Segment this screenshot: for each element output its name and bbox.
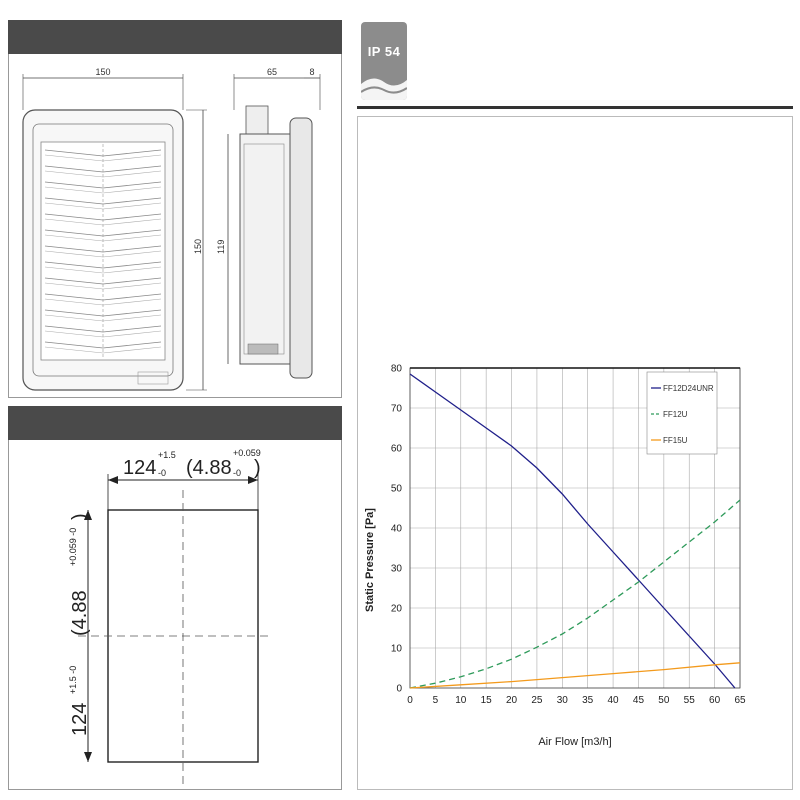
drawings-header-bar [8,20,342,54]
chart-legend [647,372,717,454]
y-tick-label: 30 [390,563,402,575]
cutout-width-main: 124 [123,457,157,479]
front-width-label: 150 [95,67,111,77]
cutout-width-inch-close: ) [254,457,261,479]
x-tick-label: 50 [658,695,670,706]
x-tick-label: 65 [734,695,746,706]
x-tick-label: 15 [480,695,492,706]
x-tick-label: 0 [407,695,413,706]
x-tick-label: 20 [505,695,518,706]
front-view [23,67,207,390]
legend-label: FF12D24UNR [663,384,714,393]
technical-drawings [8,54,342,398]
legend-label: FF12U [663,410,688,419]
side-height-label: 119 [216,239,226,254]
cutout-width-inch-tol-plus: +0.059 [233,448,261,458]
y-axis-label: Static Pressure [Pa] [364,508,376,612]
cutout-height-tol: +1.5 -0 [68,665,78,694]
cutout-width-inch-tol-minus: -0 [233,468,242,478]
y-tick-label: 0 [396,683,402,695]
x-tick-label: 40 [607,695,619,706]
x-tick-label: 10 [455,695,467,706]
header-rule [357,106,793,109]
legend-label: FF15U [663,436,688,445]
y-tick-label: 60 [390,443,402,455]
x-tick-label: 45 [632,695,645,706]
y-tick-label: 10 [390,643,402,655]
y-tick-label: 50 [390,483,402,495]
x-tick-label: 60 [709,695,721,706]
x-tick-label: 25 [531,695,543,706]
y-tick-label: 70 [390,403,402,415]
cutout-header-bar [8,406,342,440]
x-tick-label: 5 [432,695,439,706]
wave-icon [361,22,407,100]
y-tick-label: 80 [390,363,402,375]
series-line-ff15u [410,663,740,688]
cutout-height-inch: (4.88 [69,590,91,636]
ip-rating-badge [361,22,407,100]
cutout-height-main: 124 [69,702,91,736]
side-view [216,67,320,378]
ip-rating-label: IP 54 [367,44,401,59]
y-tick-label: 40 [390,523,402,535]
cutout-width-tol-minus: -0 [158,468,167,478]
x-tick-label: 30 [556,695,568,706]
cutout-width-tol-plus: +1.5 [158,450,176,460]
x-tick-label: 35 [582,695,594,706]
performance-chart [357,350,793,760]
cutout-height-inch-tol: +0.059 -0 [68,527,78,566]
cutout-width-inch: (4.88 [186,457,232,479]
side-depth-label: 65 [266,67,278,77]
front-height-label: 150 [193,238,203,254]
x-axis-label: Air Flow [m3/h] [538,736,612,748]
x-tick-label: 55 [683,695,695,706]
cutout-height-inch-close: ) [69,513,91,520]
cutout-drawing [8,440,342,790]
y-tick-label: 20 [390,603,402,615]
side-flange-label: 8 [309,67,315,77]
